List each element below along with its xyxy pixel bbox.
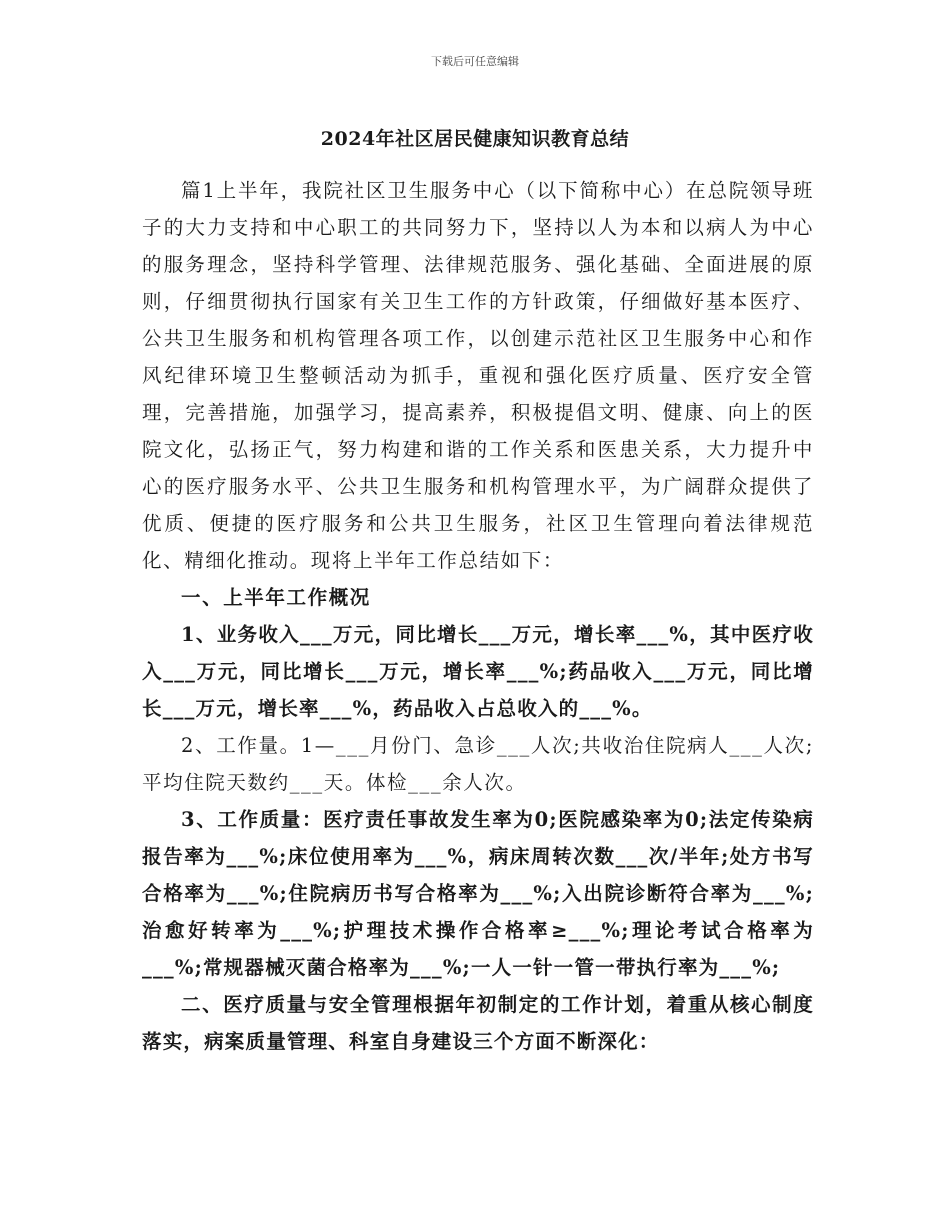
paragraph-workload: 2、工作量。1—___月份门、急诊___人次;共收治住院病人___人次;平均住院天数约___天。体检___余人次。 bbox=[142, 734, 814, 794]
page-header-note: 下载后可任意编辑 bbox=[431, 55, 519, 68]
paragraph-revenue: 1、业务收入___万元，同比增长___万元，增长率___%，其中医疗收入___万元，同比增长___万元，增长率___%;药品收入___万元，同比增长___万元，增长率___%，药品收入占总收入的___%。 bbox=[142, 623, 814, 720]
section-heading-overview: 一、上半年工作概况 bbox=[181, 586, 371, 609]
paragraph-intro: 篇1上半年，我院社区卫生服务中心（以下简称中心）在总院领导班子的大力支持和中心职工的共同努力下，坚持以人为本和以病人为中心的服务理念，坚持科学管理、法律规范服务、强化基础、全面进展的原则，仔细贯彻执行国家有关卫生工作的方针政策，仔细做好基本医疗、公共卫生服务和机构管理各项工作，以创建示范社区卫生服务中心和作风纪律环境卫生整顿活动为抓手，重视和强化医疗质量、医疗安全管理，完善措施，加强学习，提高素养，积极提倡文明、健康、向上的医院文化，弘扬正气，努力构建和谐的工作关系和医患关系，大力提升中心的医疗服务水平、公共卫生服务和机构管理水平，为广阔群众提供了优质、便捷的医疗服务和公共卫生服务，社区卫生管理向着法律规范化、精细化推动。现将上半年工作总结如下： bbox=[142, 179, 814, 572]
document-body bbox=[142, 172, 814, 1060]
document-title: 2024年社区居民健康知识教育总结 bbox=[320, 128, 630, 150]
paragraph-safety-management: 二、医疗质量与安全管理根据年初制定的工作计划，着重从核心制度落实，病案质量管理、科室自身建设三个方面不断深化： bbox=[142, 993, 814, 1053]
paragraph-quality: 3、工作质量：医疗责任事故发生率为0;医院感染率为0;法定传染病报告率为___%;床位使用率为___%，病床周转次数___次/半年;处方书写合格率为___%;住院病历书写合格率为___%;入出院诊断符合率为___%;治愈好转率为___%;护理技术操作合格率≥___%;理论考试合格率为___%;常规器械灭菌合格率为___%;一人一针一管一带执行率为___%; bbox=[142, 808, 814, 979]
